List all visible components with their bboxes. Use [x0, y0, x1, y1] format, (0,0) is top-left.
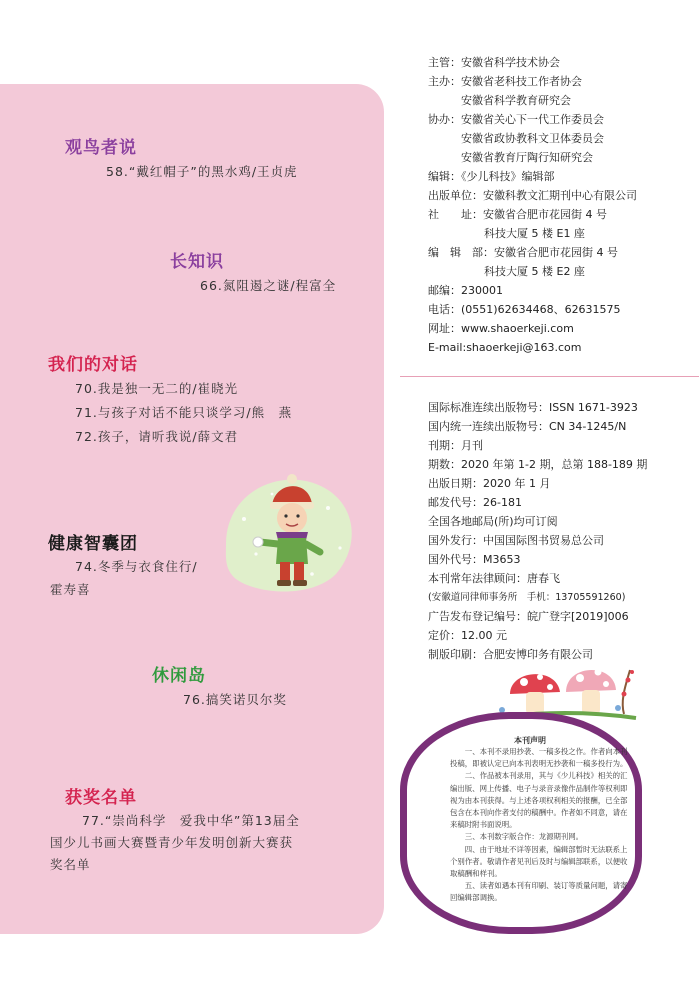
toc-entry[interactable]: 72.孩子，请听我说/薛文君	[75, 429, 239, 444]
info-line: 安徽省教育厅陶行知研究会	[461, 151, 593, 164]
toc-entry[interactable]: 77.“崇尚科学 爱我中华”第13届全国少儿书画大赛暨青少年发明创新大赛获奖名单	[50, 813, 300, 872]
notice-paragraph: 一、本刊不录用抄袭、一稿多投之作。作者向本刊投稿，即被认定已向本刊表明无抄袭和一稿多投行为。	[450, 747, 628, 769]
info-line: 主办：安徽省老科技工作者协会	[428, 75, 582, 88]
toc-entry[interactable]: 71.与孩子对话不能只谈学习/熊 燕	[75, 405, 293, 420]
info-line: 本刊常年法律顾问：唐春飞	[428, 572, 560, 585]
divider	[400, 376, 699, 377]
info-line: 出版日期：2020 年 1 月	[428, 477, 551, 490]
info-line: 邮编：230001	[428, 284, 503, 297]
website-link[interactable]: 网址：www.shaoerkeji.com	[428, 322, 574, 335]
info-line: 协办：安徽省关心下一代工作委员会	[428, 113, 604, 126]
info-line: 电话：(0551)62634468、62631575	[428, 303, 621, 316]
info-line: 刊期：月刊	[428, 439, 483, 452]
publication-info-2	[428, 398, 647, 664]
info-line: 国际标准连续出版物号：ISSN 1671-3923	[428, 401, 638, 414]
toc-entry[interactable]: 58.“戴红帽子”的黑水鸡/王贞虎	[106, 164, 298, 179]
info-line: 科技大厦 5 楼 E2 座	[484, 265, 585, 278]
info-line: 制版印刷：合肥安博印务有限公司	[428, 648, 593, 661]
section-title-awards: 获奖名单	[65, 788, 137, 808]
info-line: 出版单位：安徽科教文汇期刊中心有限公司	[428, 189, 637, 202]
info-line: (安徽道同律师事务所 手机：13705591260)	[428, 592, 626, 603]
info-line: 安徽省科学教育研究会	[461, 94, 571, 107]
section-title-dialogue: 我们的对话	[48, 355, 138, 375]
section-title-knowledge: 长知识	[170, 252, 224, 272]
info-line: 全国各地邮局(所)均可订阅	[428, 515, 558, 528]
section-title-health: 健康智囊团	[48, 534, 138, 554]
toc-entry[interactable]: 76.搞笑诺贝尔奖	[183, 692, 287, 707]
notice-paragraph: 三、本刊数字版合作：龙源期刊网。	[464, 832, 584, 842]
toc-entry[interactable]: 74.冬季与衣食住行/	[75, 559, 198, 574]
info-line: 广告发布登记编号：皖广登字[2019]006	[428, 610, 629, 623]
info-line: 定价：12.00 元	[428, 629, 507, 642]
info-line: 安徽省政协教科文卫体委员会	[461, 132, 604, 145]
info-line: 主管：安徽省科学技术协会	[428, 56, 560, 69]
email-link[interactable]: E-mail:shaoerkeji@163.com	[428, 341, 582, 354]
info-line: 国内统一连续出版物号：CN 34-1245/N	[428, 420, 627, 433]
info-line: 编辑：《少儿科技》编辑部	[428, 170, 555, 183]
notice-paragraph: 五、读者如遇本刊有印刷、装订等质量问题，请寄回编辑部调换。	[450, 881, 628, 903]
publication-info-1	[428, 53, 637, 357]
info-line: 科技大厦 5 楼 E1 座	[484, 227, 585, 240]
toc-entry[interactable]: 70.我是独一无二的/崔晓光	[75, 381, 239, 396]
section-title-leisure: 休闲岛	[152, 666, 206, 686]
info-line: 国外发行：中国国际图书贸易总公司	[428, 534, 604, 547]
notice-body	[450, 746, 632, 905]
notice-paragraph: 四、由于地址不详等因素，编辑部暂时无法联系上个别作者。敬请作者见刊后及时与编辑部联系，以便收取稿酬和样刊。	[450, 844, 628, 879]
info-line: 社 址：安徽省合肥市花园街 4 号	[428, 208, 607, 221]
info-line: 编 辑 部：安徽省合肥市花园街 4 号	[428, 246, 618, 259]
info-line: 期数：2020 年第 1-2 期，总第 188-189 期	[428, 458, 648, 471]
notice-title: 本刊声明	[514, 736, 546, 745]
toc-entry-author: 霍寿喜	[50, 582, 91, 597]
section-title-birdwatch: 观鸟者说	[65, 138, 137, 158]
notice-paragraph: 二、作品被本刊录用，其与《少儿科技》相关的汇编出版、网上传播、电子与录音录像作品制作等权利即视为由本刊获得。与上述各项权利相关的报酬，已全部包含在本刊向作者支付的稿酬中。作者如不同意，请在来稿时附书面说明。	[450, 771, 628, 830]
child-illustration	[216, 464, 362, 598]
toc-entry[interactable]: 66.氮阻遏之谜/程富全	[200, 278, 337, 293]
info-line: 国外代号：M3653	[428, 553, 521, 566]
info-line: 邮发代号：26-181	[428, 496, 522, 509]
